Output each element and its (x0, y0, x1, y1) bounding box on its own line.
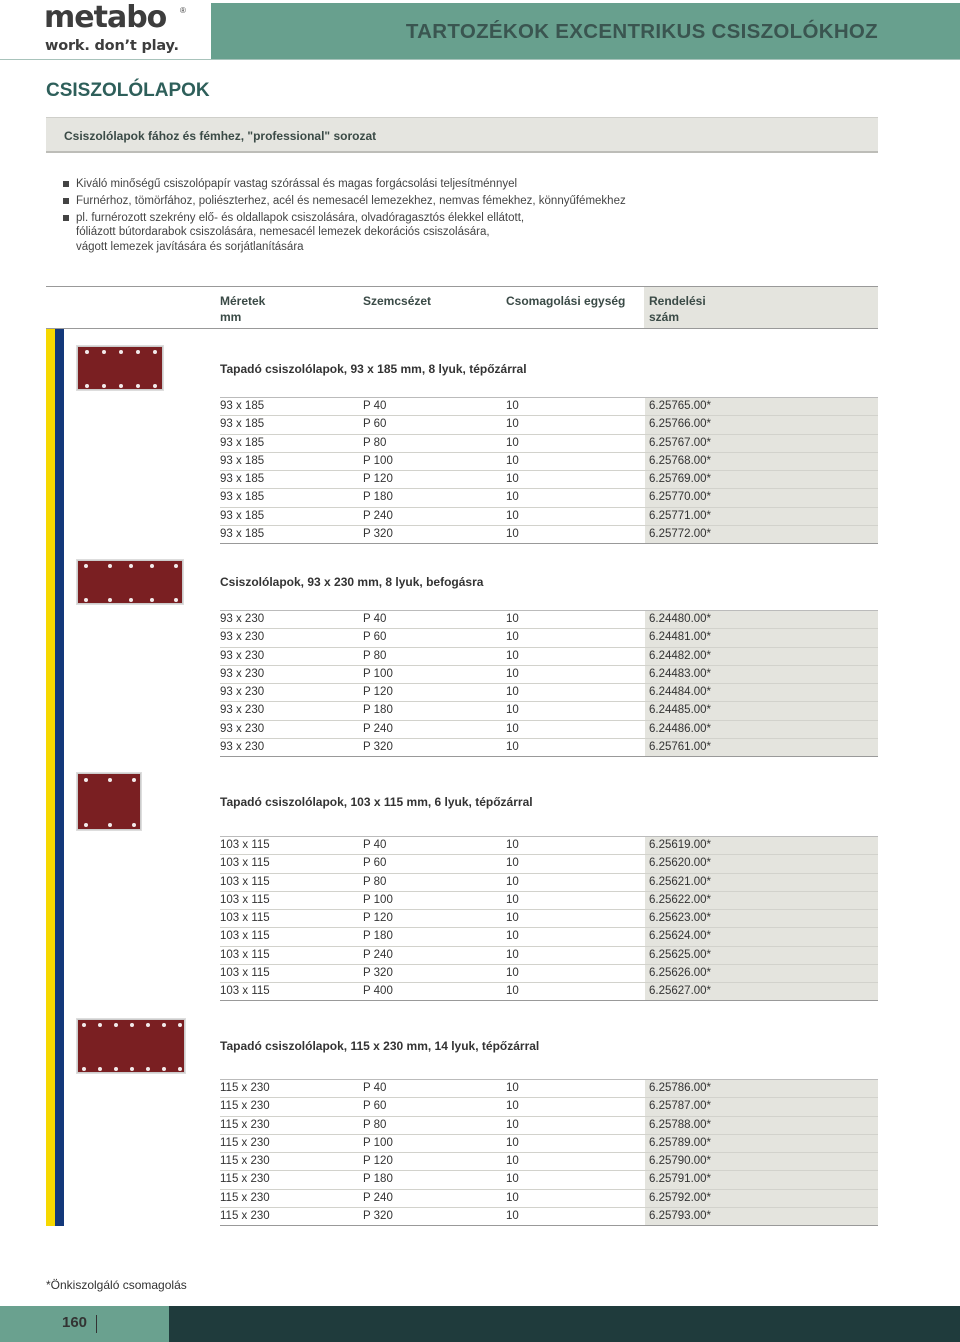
cell-size: 103 x 115 (220, 839, 270, 851)
feature-text: Furnérhoz, tömörfához, poliészterhez, acél és nemesacél lemezekhez, nemvas fémekhez, könnyűfémekhez (76, 194, 626, 207)
table-row (220, 1135, 878, 1153)
cell-size: 93 x 185 (220, 527, 265, 540)
table-row (220, 928, 878, 946)
cell-grit: P 60 (363, 1100, 387, 1113)
dust-hole (114, 1067, 118, 1071)
column-header (46, 286, 878, 329)
cell-pack: 10 (506, 948, 519, 961)
page-number-box (0, 1306, 169, 1342)
cell-pack: 10 (506, 875, 519, 888)
cell-size: 103 x 115 (220, 893, 270, 906)
cell-pack: 10 (506, 912, 519, 924)
cell-grit: P 100 (363, 454, 393, 467)
page-footer (0, 1306, 960, 1342)
dust-hole (178, 1067, 182, 1071)
dust-hole (108, 778, 112, 782)
dust-hole (102, 384, 106, 388)
product-table (220, 1079, 878, 1226)
table-row (220, 489, 878, 507)
cell-grit: P 240 (363, 509, 393, 522)
dust-hole (136, 384, 140, 388)
cell-grit: P 60 (363, 631, 387, 644)
logo-tagline: work. don’t play. (45, 38, 179, 54)
group-title: Tapadó csiszolólapok, 115 x 230 mm, 14 lyuk, tépőzárral (220, 1039, 540, 1053)
dust-hole (132, 823, 136, 827)
logo-wordmark: metabo (44, 0, 167, 35)
col-pack: Csomagolási egység (506, 294, 626, 308)
cell-order-number: 6.24481.00* (649, 631, 712, 644)
cell-grit: P 180 (363, 491, 393, 504)
cell-grit: P 100 (363, 1136, 393, 1149)
page-number: 160 (62, 1314, 88, 1331)
cell-pack: 10 (506, 527, 519, 540)
cell-grit: P 400 (363, 985, 393, 997)
group-title: Csiszolólapok, 93 x 230 mm, 8 lyuk, befogásra (220, 575, 484, 589)
table-row (220, 666, 878, 684)
cell-grit: P 40 (363, 613, 387, 625)
cell-order-number: 6.25768.00* (649, 454, 712, 467)
cell-pack: 10 (506, 1191, 519, 1204)
cell-grit: P 40 (363, 400, 387, 412)
cell-pack: 10 (506, 1100, 519, 1113)
cell-size: 115 x 230 (220, 1082, 270, 1094)
cell-order-number: 6.24482.00* (649, 649, 712, 662)
table-row (220, 629, 878, 647)
cell-grit: P 40 (363, 839, 387, 851)
cell-grit: P 60 (363, 418, 387, 431)
cell-size: 115 x 230 (220, 1173, 270, 1186)
dust-hole (146, 1067, 150, 1071)
table-row (220, 526, 878, 544)
bullet-icon (63, 181, 69, 187)
cell-order-number: 6.25770.00* (649, 491, 712, 504)
dust-hole (84, 598, 88, 602)
cell-size: 103 x 115 (220, 985, 270, 997)
cell-pack: 10 (506, 1136, 519, 1149)
cell-order-number: 6.25772.00* (649, 527, 712, 540)
cell-pack: 10 (506, 454, 519, 467)
cell-grit: P 120 (363, 912, 393, 924)
dust-hole (174, 598, 178, 602)
cell-grit: P 100 (363, 893, 393, 906)
cell-order-number: 6.25621.00* (649, 875, 712, 888)
cell-size: 103 x 115 (220, 912, 270, 924)
product-table (220, 836, 878, 1001)
cell-order-number: 6.24484.00* (649, 686, 712, 698)
cell-pack: 10 (506, 985, 519, 997)
cell-order-number: 6.25771.00* (649, 509, 712, 522)
sanding-sheet-image (77, 773, 141, 830)
cell-size: 93 x 230 (220, 649, 265, 662)
dust-hole (108, 564, 112, 568)
table-row (220, 721, 878, 739)
cell-order-number: 6.25623.00* (649, 912, 712, 924)
table-row (220, 910, 878, 928)
group-title: Tapadó csiszolólapok, 93 x 185 mm, 8 lyuk, tépőzárral (220, 362, 527, 376)
cell-pack: 10 (506, 1209, 519, 1222)
table-row (220, 1190, 878, 1208)
table-row (220, 1171, 878, 1189)
cell-pack: 10 (506, 613, 519, 625)
cell-grit: P 80 (363, 1118, 387, 1131)
bullet-icon (63, 198, 69, 204)
cell-size: 93 x 185 (220, 436, 265, 449)
cell-grit: P 320 (363, 966, 393, 979)
cell-pack: 10 (506, 704, 519, 717)
cell-grit: P 240 (363, 948, 393, 961)
table-row (220, 398, 878, 416)
cell-order-number: 6.25626.00* (649, 966, 712, 979)
table-row (220, 965, 878, 983)
dust-hole (82, 1023, 86, 1027)
cell-order-number: 6.25786.00* (649, 1082, 712, 1094)
dust-hole (150, 598, 154, 602)
table-row (220, 508, 878, 526)
cell-order-number: 6.25765.00* (649, 400, 712, 412)
table-row (220, 983, 878, 1001)
feature-item (63, 211, 626, 255)
dust-hole (82, 1067, 86, 1071)
cell-order-number: 6.24480.00* (649, 613, 712, 625)
cell-pack: 10 (506, 893, 519, 906)
cell-order-number: 6.25791.00* (649, 1173, 712, 1186)
cell-pack: 10 (506, 930, 519, 943)
dust-hole (136, 350, 140, 354)
cell-size: 115 x 230 (220, 1209, 270, 1222)
dust-hole (84, 564, 88, 568)
cell-size: 103 x 115 (220, 857, 270, 870)
cell-pack: 10 (506, 667, 519, 680)
product-table (220, 610, 878, 757)
table-row (220, 453, 878, 471)
cell-order-number: 6.25622.00* (649, 893, 712, 906)
color-stripe-yellow (46, 329, 55, 1226)
bullet-icon (63, 215, 69, 221)
feature-list (63, 177, 626, 257)
feature-text: pl. furnérozott szekrény elő- és oldallapok csiszolására, olvadóragasztós élekkel ellátott, fóliázott bútordarabok csiszolására, nemesacél lemezek dekorációs csiszolására, vágott lemezek javítására és sorjátlanítására (76, 211, 525, 254)
table-row (220, 416, 878, 434)
table-row (220, 1117, 878, 1135)
cell-pack: 10 (506, 1155, 519, 1167)
dust-hole (130, 1023, 134, 1027)
dust-hole (102, 350, 106, 354)
cell-grit: P 120 (363, 473, 393, 485)
cell-order-number: 6.25619.00* (649, 839, 712, 851)
cell-size: 93 x 230 (220, 613, 265, 625)
cell-grit: P 100 (363, 667, 393, 680)
cell-pack: 10 (506, 722, 519, 735)
header-divider (0, 59, 960, 60)
dust-hole (98, 1067, 102, 1071)
cell-grit: P 320 (363, 1209, 393, 1222)
feature-item (63, 194, 626, 209)
cell-size: 103 x 115 (220, 930, 270, 943)
cell-order-number: 6.25767.00* (649, 436, 712, 449)
color-stripe-blue (55, 329, 64, 1226)
page-header (0, 0, 960, 60)
cell-size: 115 x 230 (220, 1100, 270, 1113)
cell-size: 93 x 185 (220, 400, 265, 412)
cell-order-number: 6.25624.00* (649, 930, 712, 943)
table-row (220, 837, 878, 855)
cell-size: 93 x 185 (220, 509, 265, 522)
dust-hole (85, 350, 89, 354)
feature-item (63, 177, 626, 192)
cell-order-number: 6.25761.00* (649, 740, 712, 753)
col-order: Rendelési szám (649, 294, 706, 324)
cell-grit: P 240 (363, 722, 393, 735)
cell-size: 93 x 230 (220, 722, 265, 735)
cell-pack: 10 (506, 473, 519, 485)
cell-pack: 10 (506, 491, 519, 504)
cell-pack: 10 (506, 1173, 519, 1186)
header-title: TARTOZÉKOK EXCENTRIKUS CSISZOLÓKHOZ (405, 20, 878, 43)
cell-size: 103 x 115 (220, 948, 270, 961)
cell-order-number: 6.24483.00* (649, 667, 712, 680)
table-row (220, 684, 878, 702)
cell-size: 115 x 230 (220, 1155, 270, 1167)
dust-hole (174, 564, 178, 568)
table-row (220, 702, 878, 720)
cell-order-number: 6.25787.00* (649, 1100, 712, 1113)
dust-hole (153, 384, 157, 388)
cell-grit: P 60 (363, 857, 387, 870)
dust-hole (150, 564, 154, 568)
cell-order-number: 6.25790.00* (649, 1155, 712, 1167)
cell-grit: P 240 (363, 1191, 393, 1204)
cell-order-number: 6.25627.00* (649, 985, 712, 997)
cell-pack: 10 (506, 740, 519, 753)
cell-size: 93 x 230 (220, 704, 265, 717)
cell-size: 115 x 230 (220, 1191, 270, 1204)
page-number-divider (96, 1315, 97, 1333)
cell-grit: P 120 (363, 1155, 393, 1167)
dust-hole (132, 778, 136, 782)
cell-size: 93 x 185 (220, 454, 265, 467)
cell-order-number: 6.25620.00* (649, 857, 712, 870)
table-row (220, 739, 878, 757)
dust-hole (119, 350, 123, 354)
group-title: Tapadó csiszolólapok, 103 x 115 mm, 6 lyuk, tépőzárral (220, 795, 533, 809)
feature-text: Kiváló minőségű csiszolópapír vastag szórással és magas forgácsolási teljesítménnyel (76, 178, 518, 190)
cell-size: 103 x 115 (220, 875, 270, 888)
cell-order-number: 6.25789.00* (649, 1136, 712, 1149)
table-row (220, 611, 878, 629)
cell-grit: P 320 (363, 740, 393, 753)
table-row (220, 1080, 878, 1098)
dust-hole (84, 823, 88, 827)
cell-order-number: 6.24485.00* (649, 704, 712, 717)
subheading-text: Csiszolólapok fához és fémhez, "professional" sorozat (64, 129, 377, 143)
cell-pack: 10 (506, 857, 519, 870)
dust-hole (162, 1023, 166, 1027)
dust-hole (162, 1067, 166, 1071)
sanding-sheet-image (77, 560, 183, 604)
cell-pack: 10 (506, 418, 519, 431)
table-row (220, 1098, 878, 1116)
dust-hole (98, 1023, 102, 1027)
cell-order-number: 6.25625.00* (649, 948, 712, 961)
dust-hole (130, 1067, 134, 1071)
cell-grit: P 80 (363, 649, 387, 662)
table-row (220, 1153, 878, 1171)
dust-hole (108, 598, 112, 602)
dust-hole (153, 350, 157, 354)
cell-grit: P 180 (363, 704, 393, 717)
cell-pack: 10 (506, 1082, 519, 1094)
table-row (220, 947, 878, 965)
cell-pack: 10 (506, 649, 519, 662)
cell-grit: P 180 (363, 930, 393, 943)
cell-pack: 10 (506, 1118, 519, 1131)
cell-size: 93 x 185 (220, 473, 265, 485)
dust-hole (85, 384, 89, 388)
cell-size: 93 x 230 (220, 740, 265, 753)
footnote: *Önkiszolgáló csomagolás (46, 1278, 187, 1292)
table-row (220, 855, 878, 873)
cell-grit: P 80 (363, 875, 387, 888)
cell-order-number: 6.25769.00* (649, 473, 712, 485)
sanding-sheet-image (77, 346, 163, 390)
cell-size: 103 x 115 (220, 966, 270, 979)
table-row (220, 1208, 878, 1226)
section-title: CSISZOLÓLAPOK (46, 80, 210, 101)
table-row (220, 874, 878, 892)
cell-size: 93 x 230 (220, 631, 265, 644)
metabo-logo (44, 0, 194, 58)
cell-grit: P 40 (363, 1082, 387, 1094)
dust-hole (129, 564, 133, 568)
col-grit: Szemcsézet (363, 294, 432, 308)
cell-grit: P 120 (363, 686, 393, 698)
dust-hole (178, 1023, 182, 1027)
dust-hole (146, 1023, 150, 1027)
table-row (220, 471, 878, 489)
cell-grit: P 80 (363, 436, 387, 449)
table-row (220, 892, 878, 910)
cell-order-number: 6.25788.00* (649, 1118, 712, 1131)
dust-hole (108, 823, 112, 827)
sanding-sheet-image (77, 1019, 185, 1073)
table-row (220, 435, 878, 453)
cell-size: 93 x 185 (220, 418, 265, 431)
cell-size: 93 x 230 (220, 667, 265, 680)
cell-pack: 10 (506, 686, 519, 698)
cell-pack: 10 (506, 631, 519, 644)
cell-grit: P 180 (363, 1173, 393, 1186)
cell-size: 115 x 230 (220, 1118, 270, 1131)
dust-hole (129, 598, 133, 602)
cell-order-number: 6.25766.00* (649, 418, 712, 431)
cell-grit: P 320 (363, 527, 393, 540)
cell-order-number: 6.25792.00* (649, 1191, 712, 1204)
cell-pack: 10 (506, 509, 519, 522)
col-size: Méretek mm (220, 294, 266, 324)
cell-pack: 10 (506, 400, 519, 412)
cell-pack: 10 (506, 839, 519, 851)
cell-size: 93 x 230 (220, 686, 265, 698)
cell-pack: 10 (506, 966, 519, 979)
registered-mark: ® (180, 6, 186, 15)
product-table (220, 397, 878, 544)
dust-hole (119, 384, 123, 388)
cell-order-number: 6.24486.00* (649, 722, 712, 735)
dust-hole (114, 1023, 118, 1027)
table-row (220, 648, 878, 666)
subheading-bar (46, 117, 878, 153)
cell-pack: 10 (506, 436, 519, 449)
dust-hole (84, 778, 88, 782)
cell-size: 93 x 185 (220, 491, 265, 504)
cell-order-number: 6.25793.00* (649, 1209, 712, 1222)
cell-size: 115 x 230 (220, 1136, 270, 1149)
